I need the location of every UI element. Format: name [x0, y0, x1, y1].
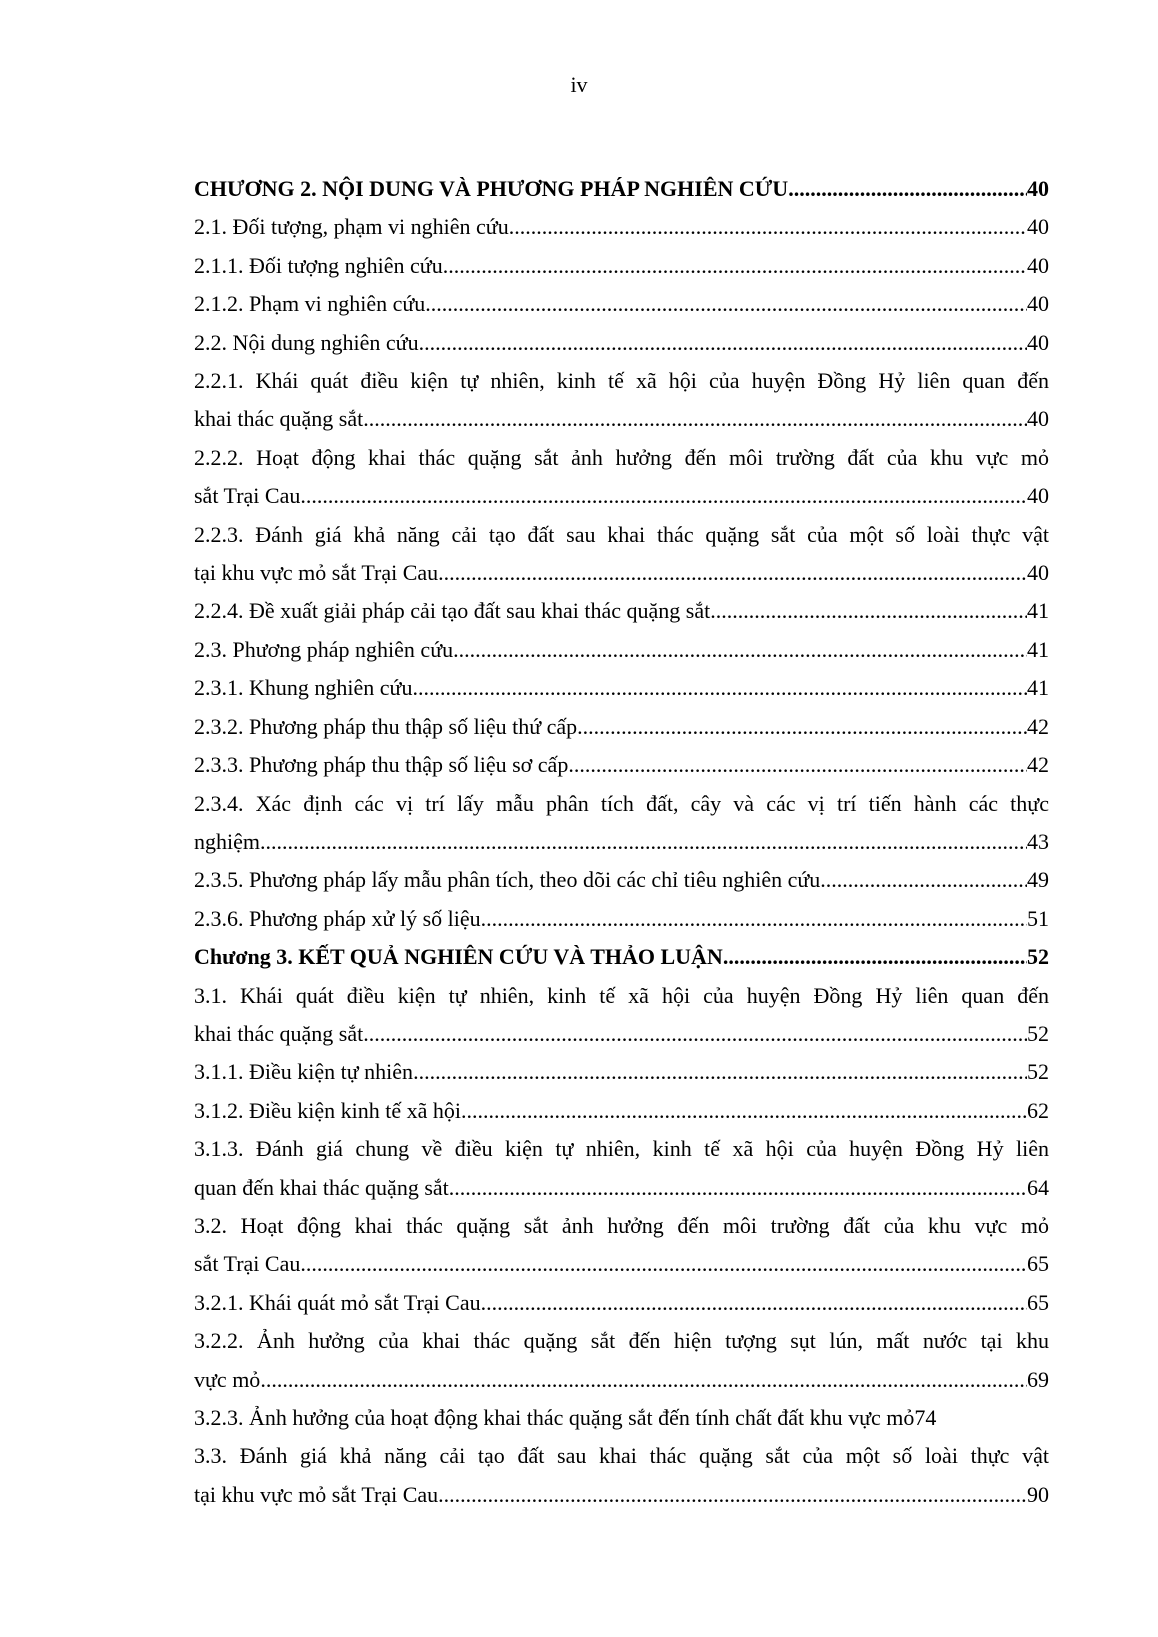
toc-entry[interactable] — [194, 516, 1049, 593]
toc-entry-title: vực mỏ — [194, 1366, 261, 1392]
toc-entry-page: 41 — [1027, 675, 1049, 701]
dot-leader — [363, 1015, 1027, 1053]
toc-entry-title: 2.3. Phương pháp nghiên cứu — [194, 636, 454, 662]
toc-entry[interactable] — [194, 708, 1049, 746]
toc-entry[interactable] — [194, 900, 1049, 938]
toc-entry-page: 52 — [1027, 944, 1049, 970]
toc-entry-page: 90 — [1027, 1481, 1049, 1507]
toc-entry-title: khai thác quặng sắt — [194, 406, 364, 432]
dot-leader — [300, 477, 1027, 515]
dot-leader — [509, 208, 1027, 246]
toc-entry-title: 2.1. Đối tượng, phạm vi nghiên cứu — [194, 214, 509, 240]
toc-entry-title: 2.3.2. Phương pháp thu thập số liệu thứ cấp — [194, 713, 578, 739]
dot-leader — [788, 170, 1027, 208]
toc-entry[interactable] — [194, 170, 1049, 208]
toc-entry-first-line: 2.2.2. Hoạt động khai thác quặng sắt ảnh hưởng đến môi trường đất của khu vực mỏ — [194, 444, 1049, 470]
toc-entry-page: 69 — [1027, 1366, 1049, 1392]
toc-entry[interactable] — [194, 362, 1049, 439]
dot-leader — [461, 1092, 1027, 1130]
toc-entry-page: 40 — [1027, 214, 1049, 240]
toc-entry-title: tại khu vực mỏ sắt Trại Cau — [194, 1481, 439, 1507]
toc-entry-page: 40 — [1027, 291, 1049, 317]
toc-entry-title: CHƯƠNG 2. NỘI DUNG VÀ PHƯƠNG PHÁP NGHIÊN CỨU — [194, 176, 789, 201]
toc-entry-title: khai thác quặng sắt — [194, 1020, 364, 1046]
toc-entry[interactable] — [194, 592, 1049, 630]
toc-entry-title: quan đến khai thác quặng sắt — [194, 1174, 449, 1200]
toc-entry-page: 51 — [1027, 905, 1049, 931]
toc-entry[interactable] — [194, 1399, 1049, 1437]
toc-entry-page: 65 — [1027, 1289, 1049, 1315]
toc-entry-page: 41 — [1027, 636, 1049, 662]
toc-entry[interactable] — [194, 746, 1049, 784]
toc-entry-first-line: 3.2. Hoạt động khai thác quặng sắt ảnh hưởng đến môi trường đất của khu vực mỏ — [194, 1212, 1049, 1238]
toc-entry[interactable] — [194, 938, 1049, 976]
dot-leader — [425, 285, 1027, 323]
toc-entry-page: 64 — [1027, 1174, 1049, 1200]
toc-entry-first-line: 3.1.3. Đánh giá chung về điều kiện tự nhiên, kinh tế xã hội của huyện Đồng Hỷ liên — [194, 1136, 1049, 1162]
toc-entry-first-line: 3.3. Đánh giá khả năng cải tạo đất sau khai thác quặng sắt của một số loài thực vật — [194, 1443, 1049, 1469]
toc-entry-title: 2.3.3. Phương pháp thu thập số liệu sơ cấp — [194, 752, 569, 778]
toc-entry[interactable] — [194, 1437, 1049, 1514]
dot-leader — [449, 1169, 1027, 1207]
toc-entry-title: nghiệm — [194, 828, 260, 854]
dot-leader — [260, 823, 1027, 861]
toc-entry-title: 2.3.1. Khung nghiên cứu — [194, 675, 413, 701]
toc-entry[interactable] — [194, 208, 1049, 246]
toc-entry-page: 40 — [1027, 406, 1049, 432]
toc-entry-page: 40 — [1027, 483, 1049, 509]
dot-leader — [260, 1361, 1027, 1399]
toc-entry[interactable] — [194, 785, 1049, 862]
toc-entry-title: 2.3.6. Phương pháp xử lý số liệu — [194, 905, 481, 931]
toc-entry-first-line: 2.3.4. Xác định các vị trí lấy mẫu phân tích đất, cây và các vị trí tiến hành các thực — [194, 790, 1049, 816]
toc-entry-page: 42 — [1027, 713, 1049, 739]
toc-entry[interactable] — [194, 1092, 1049, 1130]
toc-entry-page: 40 — [1027, 329, 1049, 355]
table-of-contents — [194, 170, 1049, 1514]
dot-leader — [412, 669, 1027, 707]
page-number: iv — [570, 72, 588, 97]
toc-entry[interactable] — [194, 1284, 1049, 1322]
toc-entry[interactable] — [194, 1322, 1049, 1399]
dot-leader — [577, 708, 1027, 746]
toc-entry[interactable] — [194, 861, 1049, 899]
toc-entry[interactable] — [194, 1207, 1049, 1284]
toc-entry-page: 52 — [1027, 1020, 1049, 1046]
toc-entry-title: 2.2. Nội dung nghiên cứu — [194, 329, 419, 355]
toc-entry-page: 40 — [1027, 252, 1049, 278]
toc-entry-page: 41 — [1027, 598, 1049, 624]
dot-leader — [710, 592, 1027, 630]
toc-entry[interactable] — [194, 285, 1049, 323]
dot-leader — [481, 1284, 1027, 1322]
toc-entry-first-line: 2.2.3. Đánh giá khả năng cải tạo đất sau khai thác quặng sắt của một số loài thực vật — [194, 521, 1049, 547]
dot-leader — [568, 746, 1027, 784]
dot-leader — [363, 400, 1027, 438]
toc-entry[interactable] — [194, 439, 1049, 516]
dot-leader — [820, 861, 1027, 899]
toc-entry-title: sắt Trại Cau — [194, 483, 301, 509]
dot-leader — [419, 324, 1027, 362]
dot-leader — [438, 554, 1027, 592]
toc-entry-title: sắt Trại Cau — [194, 1251, 301, 1277]
dot-leader — [443, 247, 1027, 285]
toc-entry[interactable] — [194, 247, 1049, 285]
toc-entry-title: 3.2.3. Ảnh hưởng của hoạt động khai thác quặng sắt đến tính chất đất khu vực mỏ — [194, 1405, 915, 1430]
toc-entry-page: 74 — [914, 1405, 937, 1430]
toc-entry-title: 2.3.5. Phương pháp lấy mẫu phân tích, theo dõi các chỉ tiêu nghiên cứu — [194, 867, 821, 893]
toc-entry-title: tại khu vực mỏ sắt Trại Cau — [194, 560, 439, 586]
toc-entry-page: 49 — [1027, 867, 1049, 893]
toc-entry[interactable] — [194, 324, 1049, 362]
toc-entry-first-line: 2.2.1. Khái quát điều kiện tự nhiên, kinh tế xã hội của huyện Đồng Hỷ liên quan đến — [194, 368, 1049, 394]
toc-entry-page: 62 — [1027, 1097, 1049, 1123]
dot-leader — [438, 1476, 1027, 1514]
toc-entry-page: 52 — [1027, 1059, 1049, 1085]
toc-entry-title: 3.2.1. Khái quát mỏ sắt Trại Cau — [194, 1289, 481, 1315]
toc-entry[interactable] — [194, 631, 1049, 669]
toc-entry-title: 2.1.1. Đối tượng nghiên cứu — [194, 252, 443, 278]
toc-entry-title: 3.1.1. Điều kiện tự nhiên — [194, 1059, 414, 1085]
dot-leader — [723, 938, 1027, 976]
toc-entry-page: 65 — [1027, 1251, 1049, 1277]
toc-entry-title: 3.1.2. Điều kiện kinh tế xã hội — [194, 1097, 462, 1123]
toc-entry-page: 40 — [1027, 176, 1049, 201]
dot-leader — [300, 1245, 1027, 1283]
toc-entry-title: 2.2.4. Đề xuất giải pháp cải tạo đất sau khai thác quặng sắt — [194, 598, 711, 624]
toc-entry-page: 42 — [1027, 752, 1049, 778]
toc-entry-title: Chương 3. KẾT QUẢ NGHIÊN CỨU VÀ THẢO LUẬN — [194, 944, 723, 970]
toc-entry[interactable] — [194, 1130, 1049, 1207]
dot-leader — [453, 631, 1027, 669]
toc-entry-first-line: 3.2.2. Ảnh hưởng của khai thác quặng sắt đến hiện tượng sụt lún, mất nước tại khu — [194, 1328, 1049, 1354]
toc-entry[interactable] — [194, 977, 1049, 1054]
toc-entry-title: 2.1.2. Phạm vi nghiên cứu — [194, 291, 426, 317]
toc-entry-page: 43 — [1027, 828, 1049, 854]
toc-entry-page: 40 — [1027, 560, 1049, 586]
toc-entry-first-line: 3.1. Khái quát điều kiện tự nhiên, kinh tế xã hội của huyện Đồng Hỷ liên quan đến — [194, 982, 1049, 1008]
toc-entry[interactable] — [194, 1053, 1049, 1091]
dot-leader — [481, 900, 1027, 938]
toc-entry[interactable] — [194, 669, 1049, 707]
dot-leader — [413, 1053, 1027, 1091]
